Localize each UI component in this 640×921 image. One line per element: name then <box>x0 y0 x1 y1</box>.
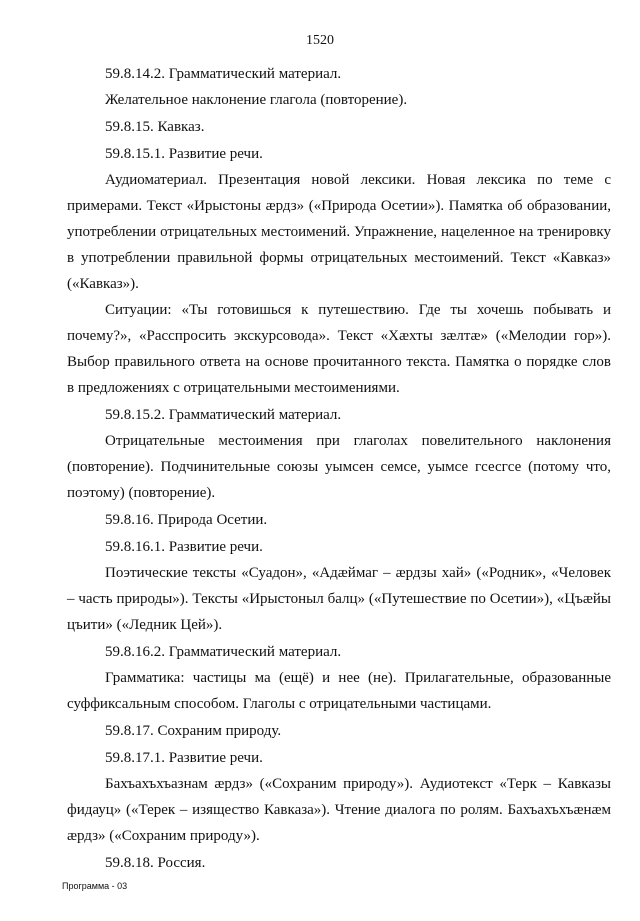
paragraph: Поэтические тексты «Суадон», «Адӕймаг – ӕрдзы хай» («Родник», «Человек – часть природы»). Тексты «Ирыстоныл балц» («Путешествие по Осетии»), «Цъӕйы цъити» («Ледник Цей»). <box>67 565 611 633</box>
paragraph: Желательное наклонение глагола (повторение). <box>105 92 408 108</box>
section-heading-59-8-14-2: 59.8.14.2. Грамматический материал. <box>105 66 342 82</box>
page-number: 1520 <box>306 33 334 48</box>
section-heading-59-8-16: 59.8.16. Природа Осетии. <box>105 512 268 528</box>
section-heading-59-8-17: 59.8.17. Сохраним природу. <box>105 723 282 739</box>
section-heading-59-8-15: 59.8.15. Кавказ. <box>105 119 205 135</box>
paragraph: Ситуации: «Ты готовишься к путешествию. Где ты хочешь побывать и почему?», «Расспросить экскурсовода». Текст «Хӕхты зӕлтӕ» («Мелодии гор»). Выбор правильного ответа на основе прочитанного текста. Памятка о порядке слов в предложениях с отрицательными местоимениями. <box>67 302 611 396</box>
section-heading-59-8-15-2: 59.8.15.2. Грамматический материал. <box>105 407 342 423</box>
paragraph: Грамматика: частицы ма (ещё) и нее (не). Прилагательные, образованные суффиксальным способом. Глаголы с отрицательными частицами. <box>67 670 611 712</box>
paragraph: Отрицательные местоимения при глаголах повелительного наклонения (повторение). Подчинительные союзы уымсен семсе, уымсе гсесгсе (потому что, поэтому) (повторение). <box>67 433 611 501</box>
section-heading-59-8-18: 59.8.18. Россия. <box>105 855 206 871</box>
section-heading-59-8-15-1: 59.8.15.1. Развитие речи. <box>105 146 263 162</box>
footer-label: Программа - 03 <box>62 881 128 891</box>
section-heading-59-8-16-2: 59.8.16.2. Грамматический материал. <box>105 644 342 660</box>
document-body <box>67 60 611 876</box>
paragraph: Бахъахъхъазнам ӕрдз» («Сохраним природу»). Аудиотекст «Терк – Кавказы фидауц» («Терек – изящество Кавказа»). Чтение диалога по ролям. Бахъахъхъӕнӕм ӕрдз» («Сохраним природу»). <box>67 776 611 844</box>
section-heading-59-8-16-1: 59.8.16.1. Развитие речи. <box>105 539 263 555</box>
section-heading-59-8-17-1: 59.8.17.1. Развитие речи. <box>105 750 263 766</box>
paragraph: Аудиоматериал. Презентация новой лексики. Новая лексика по теме с примерами. Текст «Ирыстоны ӕрдз» («Природа Осетии»). Памятка об образовании, употреблении отрицательных местоимений. Упражнение, нацеленное на тренировку в употреблении правильной формы отрицательных местоимений. Текст «Кавказ» («Кавказ»). <box>67 172 611 292</box>
